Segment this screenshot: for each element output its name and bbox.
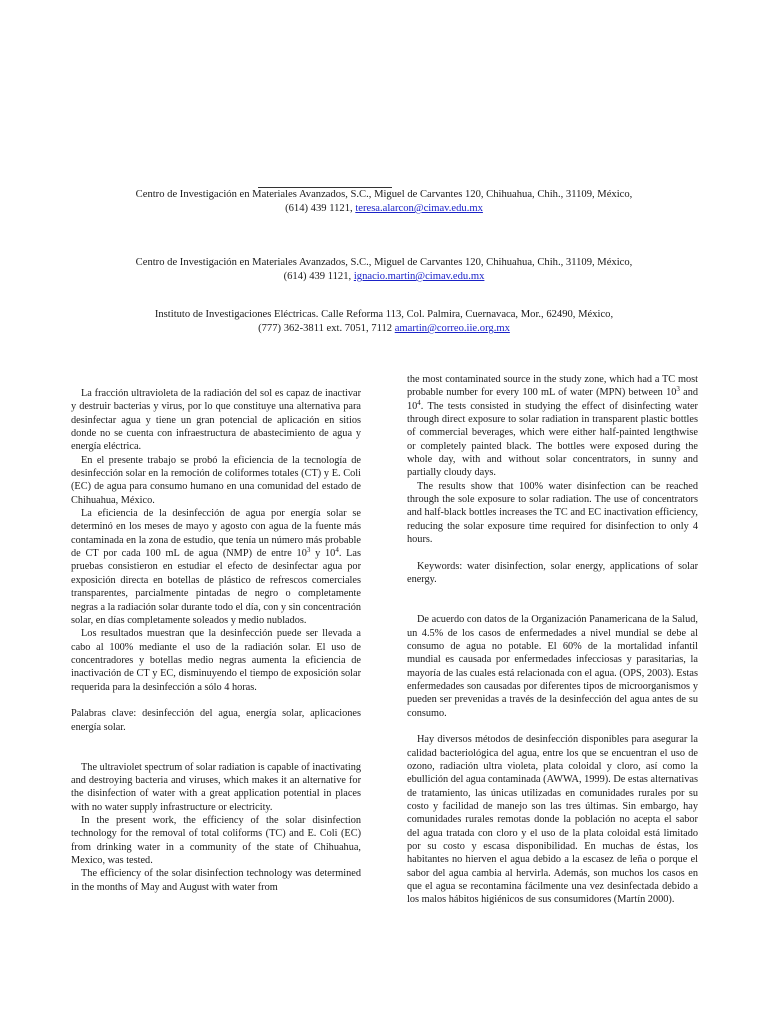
affiliation-2-phone: (614) 439 1121, xyxy=(283,271,354,282)
affiliation-2-email-link[interactable]: ignacio.martin@cimav.edu.mx xyxy=(353,271,485,282)
affiliation-2-address: Centro de Investigación en Materiales Avanzados, S.C., Miguel de Carvantes 120, Chihuahua, Chih., 31109, México, xyxy=(135,257,633,268)
abstract-paragraph-3-continued: the most contaminated source in the study zone, which had a TC most probable number for every 100 mL of water (MPN) between $10^3$ and $10^4$. The tests consisted in studying the effect of disinfecting water through direct exposure to solar radiation in transparent plastic bottles of commercial beverages, which were either half-painted lengthwise or completely painted black. The bottles were exposed during the whole day, with and without solar concentrators, in sunny and partially cloudy days. xyxy=(407,374,698,479)
intro-paragraph-1: De acuerdo con datos de la Organización Panamericana de la Salud, un 4.5% de los casos de enfermedades a nivel mundial se debe al consumo de agua no potable. El 60% de la mortalidad infantil mundial es causada por enfermedades infecciosas y parasitarias, la mayoría de las cuales está relacionada con el agua. (OPS, 2003). Estas enfermedades son causadas por diferentes tipos de microorganismos y pueden ser prevenidas a través de la desinfección del agua antes de su consumo. xyxy=(407,614,698,719)
resumen-paragraph-4: Los resultados muestran que la desinfección puede ser llevada a cabo al 100% mediante el uso de la radiación solar. El uso de concentradores y botellas medio negras aumenta la eficiencia de inactivación de CT y EC, disminuyendo el tiempo de exposición solar requerida para la desinfección a sólo 4 horas. xyxy=(71,628,361,693)
abstract-paragraph-3: The efficiency of the solar disinfection technology was determined in the months of May and August with water from xyxy=(71,868,361,893)
affiliation-3-address: Instituto de Investigaciones Eléctricas. Calle Reforma 113, Col. Palmira, Cuernavaca, Mor., 62490, México, xyxy=(154,309,614,320)
abstract-paragraph-2: In the present work, the efficiency of the solar disinfection technology for the removal of total coliforms (TC) and E. Coli (EC) from drinking water in a community of the state of Chihuahua, Mexico, was tested. xyxy=(71,815,361,867)
abstract-paragraph-4: The results show that 100% water disinfection can be reached through the sole exposure to solar radiation. The use of concentrators and half-black bottles increases the TC and EC inactivation efficiency, reducing the solar exposure time required for disinfection to only 4 hours. xyxy=(407,480,698,546)
resumen-keywords: Palabras clave: desinfección del agua, energía solar, aplicaciones energía solar. xyxy=(71,708,361,733)
resumen-paragraph-2: En el presente trabajo se probó la eficiencia de la tecnología de desinfección solar en la remoción de coliformes totales (CT) y E. Coli (EC) de agua para consumo humano en una comunidad del estado de Chihuahua, México. xyxy=(71,454,361,506)
affiliation-1-contact xyxy=(0,202,768,216)
abstract-paragraph-1: The ultraviolet spectrum of solar radiation is capable of inactivating and destroying bacteria and viruses, which makes it an alternative for the disinfection of water with a great application potential in places with no water supply infrastructure or electricity. xyxy=(71,761,361,813)
affiliation-1-email-link[interactable]: teresa.alarcon@cimav.edu.mx xyxy=(355,203,483,214)
intro-paragraph-2: Hay diversos métodos de desinfección disponibles para asegurar la calidad bacteriológica del agua, entre los que se encuentran el uso de ozono, radiación ultra violeta, plata coloidal y cloro, así como la ebullición del agua contaminada (AWWA, 1999). De estas alternativas de tratamiento, las únicas utilizadas en comunidades rurales por su costo y facilidad de manejo son las tres últimas. Sin embargo, hay comunidades rurales remotas donde la población no acepta el sabor del agua tratada con cloro y el uso de la plata coloidal está limitado por su costo y escasa disponibilidad. En muchas de éstas, los habitantes no hierven el agua debido a la escasez de leña o porque el sabor del agua cambia al hervirla. Además, son muchos los casos en que el agua se recontamina fácilmente una vez desinfectada debido a los malos hábitos higiénicos de sus consumidores (Martín 2000). xyxy=(407,734,698,906)
affiliation-3-contact xyxy=(0,322,768,336)
resumen-paragraph-1: La fracción ultravioleta de la radiación del sol es capaz de inactivar y destruir bacterias y virus, por lo que constituye una alternativa para desinfectar agua y tiene un gran potencial de aplicación en sitios donde no se cuenta con infraestructura de abastecimiento de agua y energía eléctrica. xyxy=(71,388,361,453)
affiliation-2-contact xyxy=(0,270,768,284)
right-column xyxy=(407,373,698,907)
resumen-paragraph-3: La eficiencia de la desinfección de agua por energía solar se determinó en los meses de mayo y agosto con agua de la fuente más contaminada en la zona de estudio, que tenía un número más probable de CT por cada 100 mL de agua (NMP) de entre $10^3$ y $10^4$. Las pruebas consistieron en estudiar el efecto de desinfectar agua por exposición directa en botellas de plástico de refrescos comerciales transparentes, parcialmente pintadas de negro o completamente negras a la radiación solar durante todo el día, con y sin concentración solar, en días completamente soleados y medio nublados. xyxy=(71,508,362,626)
abstract-keywords: Keywords: water disinfection, solar energy, applications of solar energy. xyxy=(407,560,698,586)
affiliation-1-address: Centro de Investigación en Materiales Avanzados, S.C., Miguel de Carvantes 120, Chihuahua, Chih., 31109, México, xyxy=(135,189,633,200)
affiliation-1-phone: (614) 439 1121, xyxy=(285,203,356,214)
affiliation-3-email-link[interactable]: amartin@correo.iie.org.mx xyxy=(394,323,510,334)
affiliation-3-phone: (777) 362-3811 ext. 7051, 7112 xyxy=(258,323,395,334)
left-column xyxy=(71,387,361,894)
